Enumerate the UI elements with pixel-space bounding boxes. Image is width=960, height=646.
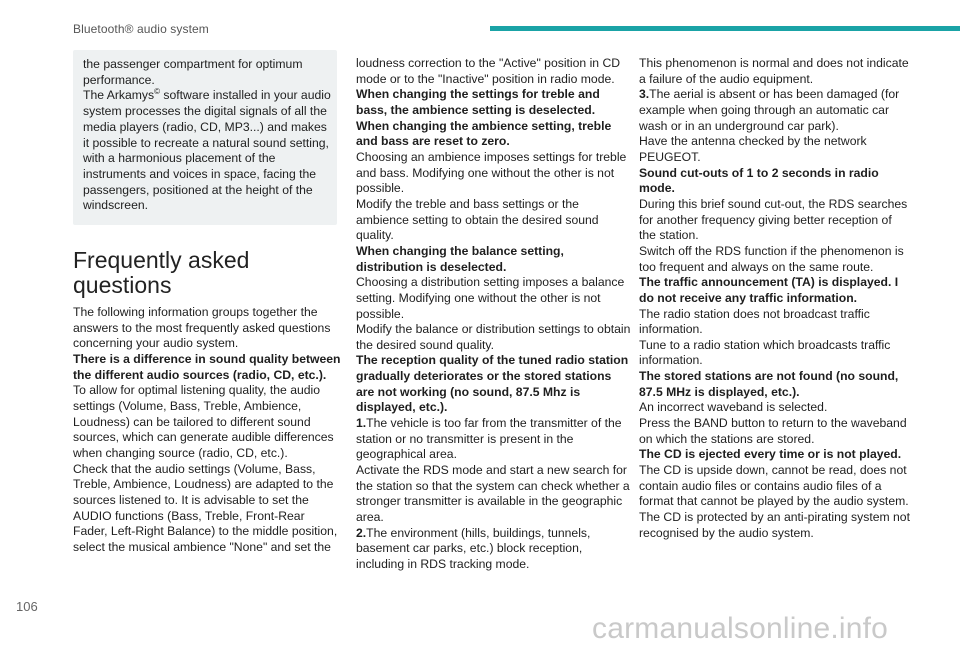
info-note-box [73, 50, 337, 225]
question-heading [356, 87, 632, 118]
paragraph-text: When changing the settings for treble and bass, the ambience setting is deselected. [356, 87, 600, 117]
paragraph [73, 462, 341, 556]
paragraph-text: The traffic announcement (TA) is displayed. I do not receive any traffic information. [639, 275, 899, 305]
paragraph-text: The CD is upside down, cannot be read, does not contain audio files or contains audio files of a format that cannot be played by the audio system. [639, 463, 909, 509]
paragraph-text: loudness correction to the "Active" position in CD mode or to the "Inactive" position in radio mode. [356, 56, 621, 86]
watermark: carmanualsonline.info [592, 612, 889, 645]
note-paragraph-1: the passenger compartment for optimum performance. [83, 57, 303, 87]
paragraph-text: The CD is ejected every time or is not played. [639, 447, 902, 462]
paragraph [639, 510, 911, 541]
header-accent-bar [490, 26, 960, 31]
paragraph-text: The CD is protected by an anti-pirating system not recognised by the audio system. [639, 510, 910, 540]
list-number: 3. [639, 87, 650, 102]
paragraph [356, 526, 632, 573]
list-number: 2. [356, 525, 367, 540]
question-heading [639, 166, 911, 197]
paragraph-text: The radio station does not broadcast traffic information. [639, 306, 870, 337]
paragraph-text: This phenomenon is normal and does not indicate a failure of the audio equipment. [639, 56, 909, 86]
question-heading [639, 369, 911, 400]
note-text-after: software installed in your audio system processes the digital signals of all the media players (radio, CD, MP3...) and makes it possible to recreate a natural sound setting, with a harmonious placement of the instruments and voices in space, facing the passengers, positioned at the height of the windscreen. [83, 88, 331, 213]
text-column-1 [73, 305, 341, 556]
paragraph [639, 416, 911, 447]
note-text-before: The Arkamys [83, 88, 155, 103]
paragraph [73, 305, 341, 352]
paragraph [639, 244, 911, 275]
paragraph [356, 56, 632, 87]
paragraph [639, 87, 911, 134]
paragraph-text: Press the BAND button to return to the waveband on which the stations are stored. [639, 416, 907, 446]
paragraph-text: Choosing an ambience imposes settings for treble and bass. Modifying one without the other is not possible. [356, 149, 627, 196]
paragraph [356, 416, 632, 463]
paragraph-text: Switch off the RDS function if the phenomenon is too frequent and always on the same route. [639, 243, 904, 274]
note-paragraph-2 [83, 88, 331, 214]
paragraph-text: The aerial is absent or has been damaged (for example when going through an automatic car wash or in an underground car park). [639, 87, 900, 133]
text-column-2 [356, 56, 632, 573]
paragraph [73, 383, 341, 461]
paragraph-text: During this brief sound cut-out, the RDS searches for another frequency giving better reception of the station. [639, 196, 908, 243]
text-column-3 [639, 56, 911, 541]
paragraph [639, 134, 911, 165]
paragraph [639, 307, 911, 338]
paragraph-text: Sound cut-outs of 1 to 2 seconds in radio mode. [639, 165, 879, 196]
paragraph-text: Have the antenna checked by the network PEUGEOT. [639, 134, 867, 164]
paragraph-text: The vehicle is too far from the transmitter of the station or no transmitter is present in the geographical area. [356, 416, 622, 462]
paragraph-text: Check that the audio settings (Volume, Bass, Treble, Ambience, Loudness) are adapted to the sources listened to. It is advisable to set the AUDIO functions (Bass, Treble, Front-Rear Fader, Left-Right Balance) to the middle position, select the musical ambience "None" and set the [73, 461, 338, 554]
paragraph-text: Modify the balance or distribution settings to obtain the desired sound quality. [356, 322, 631, 352]
question-heading [356, 244, 632, 275]
question-heading [639, 275, 911, 306]
list-number: 1. [356, 416, 367, 431]
running-header: Bluetooth® audio system [73, 22, 209, 36]
paragraph-text: To allow for optimal listening quality, the audio settings (Volume, Bass, Treble, Ambience, Loudness) can be tailored to different sound sources, which can generate audible differences when changing source (radio, CD, etc.). [73, 383, 334, 460]
paragraph [639, 197, 911, 244]
section-title: Frequently asked questions [73, 247, 250, 298]
copyright-mark: © [154, 87, 161, 97]
paragraph-text: The stored stations are not found (no sound, 87.5 MHz is displayed, etc.). [639, 369, 899, 399]
paragraph-text: Choosing a distribution setting imposes a balance setting. Modifying one without the other is not possible. [356, 275, 625, 321]
paragraph [356, 463, 632, 526]
question-heading [356, 119, 632, 150]
question-heading [73, 352, 341, 383]
paragraph [639, 400, 911, 416]
paragraph [356, 322, 632, 353]
paragraph-text: Tune to a radio station which broadcasts traffic information. [639, 337, 891, 368]
paragraph-text: The reception quality of the tuned radio station gradually deteriorates or the stored stations are not working (no sound, 87.5 Mhz is displayed, etc.). [356, 353, 629, 415]
paragraph [356, 197, 632, 244]
paragraph [639, 463, 911, 510]
paragraph [639, 56, 911, 87]
paragraph [356, 150, 632, 197]
paragraph [356, 275, 632, 322]
paragraph [639, 338, 911, 369]
paragraph-text: There is a difference in sound quality between the different audio sources (radio, CD, etc.). [73, 351, 341, 382]
question-heading [356, 353, 632, 416]
page-number: 106 [16, 599, 38, 614]
paragraph-text: When changing the ambience setting, treble and bass are reset to zero. [356, 118, 612, 149]
question-heading [639, 447, 911, 463]
paragraph-text: The following information groups together the answers to the most frequently asked questions concerning your audio system. [73, 305, 331, 351]
paragraph-text: The environment (hills, buildings, tunnels, basement car parks, etc.) block reception, including in RDS tracking mode. [356, 525, 591, 571]
paragraph-text: Modify the treble and bass settings or the ambience setting to obtain the desired sound quality. [356, 196, 599, 243]
paragraph-text: When changing the balance setting, distribution is deselected. [356, 243, 564, 274]
paragraph-text: Activate the RDS mode and start a new search for the station so that the system can check whether a stronger transmitter is available in the geographic area. [356, 463, 630, 525]
paragraph-text: An incorrect waveband is selected. [639, 400, 828, 415]
